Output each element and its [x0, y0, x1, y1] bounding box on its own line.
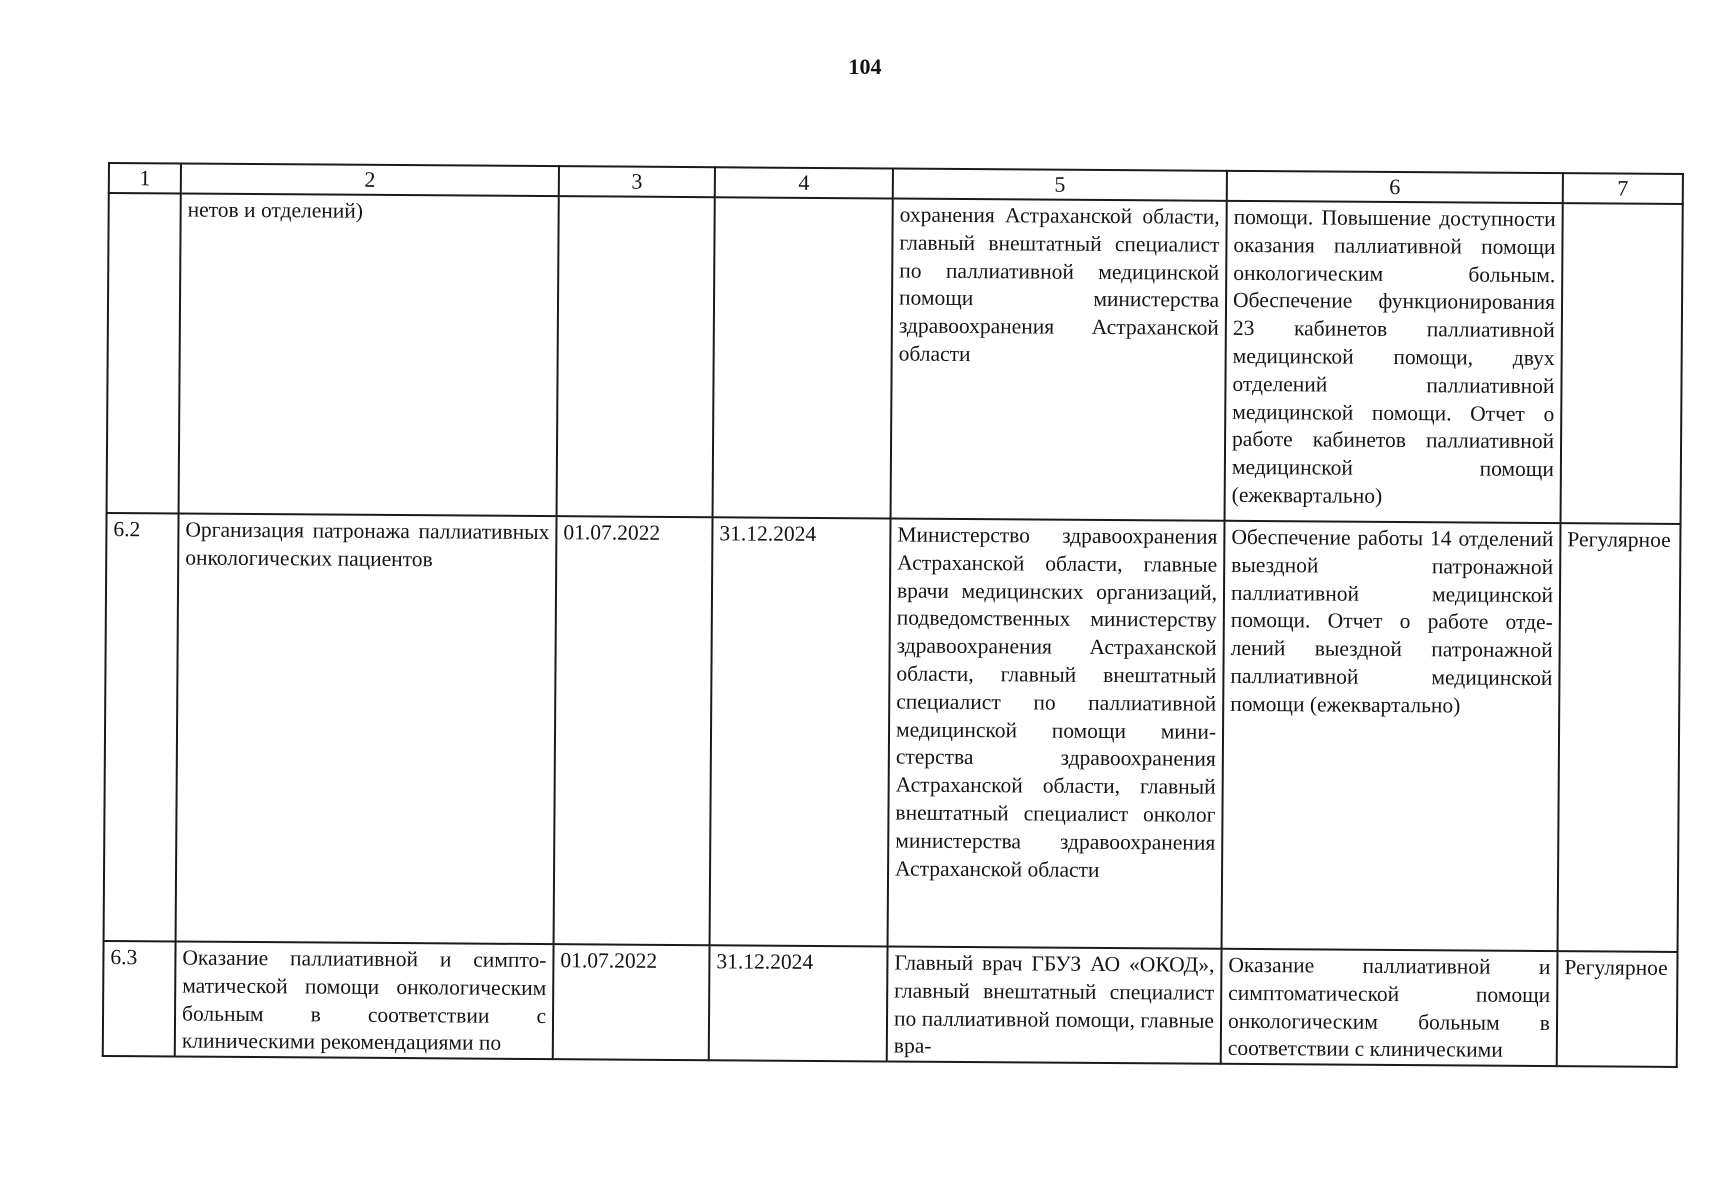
start-date-cell: 01.07.2022	[553, 944, 710, 1060]
column-header: 7	[1563, 173, 1683, 204]
responsible-cell: Министерство здравоохранения Астраханской области, главные врачи медицинских организаций, подведомственных министерству здравоохранения Астраханской области, главный внештатный специалист по паллиативной медицинской помощи министерства здравоохранения Астраханской области, главный внештатный специалист онколог министерства здравоохранения Астраханской области	[888, 518, 1225, 948]
item-number: 6.2	[104, 513, 179, 941]
responsible-cell: Главный врач ГБУЗ АО «ОКОД», главный внештатный специалист по паллиативной помощи, главные вра-	[887, 946, 1222, 1064]
column-header: 5	[893, 168, 1227, 200]
table-row	[107, 193, 1683, 524]
result-cell: Оказание паллиативной и симптоматической помощи онкологическим больным в соответствии с клиническими	[1221, 949, 1558, 1067]
event-cell: Организация патронажа паллиативных онкологических пациентов	[176, 514, 557, 945]
event-cell: Оказание паллиативной и симптоматической помощи онкологическим больным в соответствии с клиническими рекомендациями по	[175, 941, 554, 1059]
plan-table	[102, 162, 1684, 1068]
item-number: 6.3	[103, 941, 176, 1057]
end-date-cell	[713, 197, 893, 518]
periodicity-cell: Регулярное	[1557, 951, 1678, 1067]
column-header: 6	[1227, 171, 1563, 203]
column-header: 2	[181, 164, 559, 197]
table-row	[104, 513, 1681, 952]
end-date-cell: 31.12.2024	[709, 945, 888, 1061]
column-header: 4	[715, 167, 893, 198]
page-number: 104	[848, 54, 882, 79]
periodicity-cell: Регулярное	[1558, 523, 1681, 952]
table-row	[103, 941, 1678, 1067]
start-date-cell: 01.07.2022	[554, 516, 713, 945]
column-header: 3	[559, 166, 715, 197]
item-number	[107, 193, 181, 513]
responsible-cell: охранения Астраханской области, главный внештатный специалист по паллиативной медицинской помощи министерства здравоохранения Астраханской области	[891, 198, 1227, 520]
event-cell: нетов и отделений)	[179, 194, 559, 517]
start-date-cell	[557, 196, 715, 517]
result-cell: помощи. Повышение доступности оказания паллиативной помощи онкологическим больным. Обеспечение функционирования 23 кабинетов паллиативной медицинской помощи, двух отделений паллиативной медицинской помощи. Отчет о работе кабинетов паллиативной медицинской помощи (ежеквартально)	[1225, 201, 1563, 523]
periodicity-cell	[1561, 203, 1683, 524]
end-date-cell: 31.12.2024	[710, 517, 891, 946]
column-header: 1	[109, 163, 181, 194]
result-cell: Обеспечение работы 14 отделений выездной патронажной паллиативной медицинской помощи. Отчет о работе отделений выездной патронажной паллиативной медицинской помощи (ежеквартально)	[1222, 521, 1561, 951]
